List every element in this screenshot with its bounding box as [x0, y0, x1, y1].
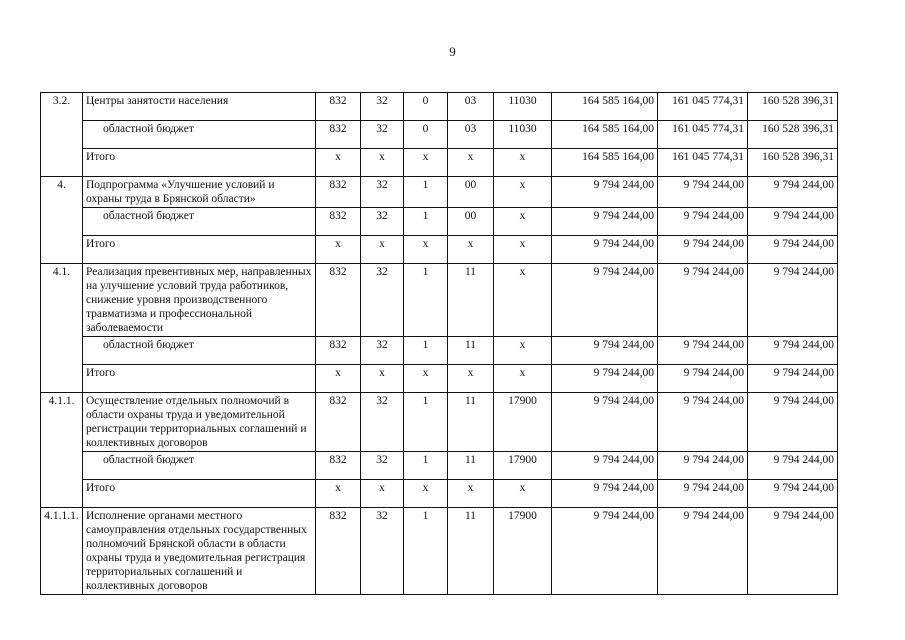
- code-nr: 17900: [494, 508, 552, 595]
- code-pgp: 1: [404, 452, 448, 480]
- amount-year-1: 164 585 164,00: [552, 93, 658, 121]
- row-description: Итого: [83, 149, 316, 177]
- row-index: 4.1.1.: [41, 393, 83, 452]
- code-pgp: 0: [404, 121, 448, 149]
- code-nr: x: [494, 365, 552, 393]
- amount-year-3: 9 794 244,00: [748, 236, 838, 264]
- amount-year-1: 9 794 244,00: [552, 264, 658, 337]
- amount-year-1: 164 585 164,00: [552, 121, 658, 149]
- row-index: 4.1.: [41, 264, 83, 337]
- code-pgp: 1: [404, 264, 448, 337]
- amount-year-3: 160 528 396,31: [748, 121, 838, 149]
- code-gr: 832: [316, 121, 361, 149]
- code-om: 11: [448, 337, 494, 365]
- row-index: [41, 452, 83, 480]
- table-row: [41, 480, 838, 508]
- row-index: 4.: [41, 177, 83, 208]
- code-gr: x: [316, 236, 361, 264]
- code-nr: x: [494, 480, 552, 508]
- amount-year-1: 9 794 244,00: [552, 508, 658, 595]
- code-om: 11: [448, 508, 494, 595]
- amount-year-1: 9 794 244,00: [552, 208, 658, 236]
- table-body: [41, 93, 838, 595]
- table-row: [41, 337, 838, 365]
- code-gp: x: [361, 365, 404, 393]
- code-pgp: x: [404, 365, 448, 393]
- code-gp: x: [361, 149, 404, 177]
- amount-year-3: 9 794 244,00: [748, 264, 838, 337]
- table-row: [41, 149, 838, 177]
- code-gr: 832: [316, 508, 361, 595]
- code-om: 11: [448, 264, 494, 337]
- amount-year-2: 9 794 244,00: [658, 480, 748, 508]
- amount-year-2: 161 045 774,31: [658, 93, 748, 121]
- amount-year-3: 9 794 244,00: [748, 208, 838, 236]
- amount-year-3: 160 528 396,31: [748, 149, 838, 177]
- table-row: [41, 393, 838, 452]
- code-om: 11: [448, 452, 494, 480]
- code-pgp: 0: [404, 93, 448, 121]
- code-gp: 32: [361, 93, 404, 121]
- code-gr: x: [316, 480, 361, 508]
- row-description: Исполнение органами местного самоуправления отдельных государственных полномочий Брянской области в области охраны труда и уведомительная регистрация территориальных соглашений и коллективных договоров: [83, 508, 316, 595]
- row-index: [41, 236, 83, 264]
- table-row: [41, 121, 838, 149]
- table-row: [41, 264, 838, 337]
- code-gp: 32: [361, 337, 404, 365]
- code-pgp: 1: [404, 508, 448, 595]
- amount-year-1: 164 585 164,00: [552, 149, 658, 177]
- code-nr: x: [494, 177, 552, 208]
- table-row: [41, 93, 838, 121]
- code-gr: 832: [316, 337, 361, 365]
- code-om: 11: [448, 393, 494, 452]
- row-description: областной бюджет: [83, 452, 316, 480]
- code-gp: 32: [361, 208, 404, 236]
- row-description: областной бюджет: [83, 121, 316, 149]
- code-nr: 17900: [494, 452, 552, 480]
- amount-year-2: 9 794 244,00: [658, 365, 748, 393]
- code-nr: 17900: [494, 393, 552, 452]
- table-row: [41, 236, 838, 264]
- row-index: [41, 365, 83, 393]
- code-pgp: 1: [404, 393, 448, 452]
- budget-table: [40, 92, 838, 595]
- table-row: [41, 177, 838, 208]
- code-gp: 32: [361, 177, 404, 208]
- code-pgp: 1: [404, 208, 448, 236]
- amount-year-2: 161 045 774,31: [658, 149, 748, 177]
- row-index: 4.1.1.1.: [41, 508, 83, 595]
- amount-year-3: 9 794 244,00: [748, 452, 838, 480]
- row-index: 3.2.: [41, 93, 83, 121]
- code-pgp: x: [404, 149, 448, 177]
- row-description: Реализация превентивных мер, направленных на улучшение условий труда работников, снижение уровня производственного травматизма и профессиональной заболеваемости: [83, 264, 316, 337]
- row-description: Подпрограмма «Улучшение условий и охраны труда в Брянской области»: [83, 177, 316, 208]
- code-gp: x: [361, 480, 404, 508]
- code-nr: 11030: [494, 121, 552, 149]
- amount-year-1: 9 794 244,00: [552, 480, 658, 508]
- code-nr: x: [494, 149, 552, 177]
- code-gr: 832: [316, 177, 361, 208]
- row-description: Центры занятости населения: [83, 93, 316, 121]
- row-description: Осуществление отдельных полномочий в области охраны труда и уведомительной регистрации территориальных соглашений и коллективных договоров: [83, 393, 316, 452]
- code-om: x: [448, 365, 494, 393]
- code-pgp: 1: [404, 177, 448, 208]
- amount-year-2: 9 794 244,00: [658, 264, 748, 337]
- code-gr: 832: [316, 393, 361, 452]
- code-om: 00: [448, 208, 494, 236]
- code-nr: x: [494, 264, 552, 337]
- code-gr: x: [316, 149, 361, 177]
- amount-year-3: 9 794 244,00: [748, 177, 838, 208]
- code-gp: 32: [361, 452, 404, 480]
- code-gr: 832: [316, 264, 361, 337]
- amount-year-2: 9 794 244,00: [658, 508, 748, 595]
- row-description: Итого: [83, 236, 316, 264]
- amount-year-2: 9 794 244,00: [658, 177, 748, 208]
- amount-year-2: 161 045 774,31: [658, 121, 748, 149]
- code-gp: 32: [361, 393, 404, 452]
- code-pgp: x: [404, 236, 448, 264]
- amount-year-1: 9 794 244,00: [552, 236, 658, 264]
- amount-year-1: 9 794 244,00: [552, 337, 658, 365]
- row-description: Итого: [83, 365, 316, 393]
- page-number: 9: [449, 44, 456, 59]
- amount-year-3: 9 794 244,00: [748, 365, 838, 393]
- row-index: [41, 337, 83, 365]
- row-description: областной бюджет: [83, 208, 316, 236]
- table-row: [41, 508, 838, 595]
- code-gp: 32: [361, 264, 404, 337]
- amount-year-2: 9 794 244,00: [658, 452, 748, 480]
- amount-year-3: 9 794 244,00: [748, 337, 838, 365]
- code-pgp: 1: [404, 337, 448, 365]
- amount-year-1: 9 794 244,00: [552, 452, 658, 480]
- amount-year-2: 9 794 244,00: [658, 393, 748, 452]
- table-row: [41, 452, 838, 480]
- code-gp: 32: [361, 508, 404, 595]
- code-om: 00: [448, 177, 494, 208]
- code-gr: 832: [316, 452, 361, 480]
- row-index: [41, 480, 83, 508]
- code-gp: x: [361, 236, 404, 264]
- amount-year-1: 9 794 244,00: [552, 365, 658, 393]
- amount-year-2: 9 794 244,00: [658, 236, 748, 264]
- amount-year-3: 160 528 396,31: [748, 93, 838, 121]
- amount-year-2: 9 794 244,00: [658, 337, 748, 365]
- code-gr: 832: [316, 208, 361, 236]
- code-nr: x: [494, 337, 552, 365]
- code-gr: x: [316, 365, 361, 393]
- code-pgp: x: [404, 480, 448, 508]
- table-row: [41, 365, 838, 393]
- row-description: областной бюджет: [83, 337, 316, 365]
- amount-year-3: 9 794 244,00: [748, 508, 838, 595]
- row-index: [41, 149, 83, 177]
- code-gp: 32: [361, 121, 404, 149]
- row-description: Итого: [83, 480, 316, 508]
- code-nr: x: [494, 236, 552, 264]
- amount-year-3: 9 794 244,00: [748, 480, 838, 508]
- code-gr: 832: [316, 93, 361, 121]
- code-om: 03: [448, 93, 494, 121]
- amount-year-3: 9 794 244,00: [748, 393, 838, 452]
- row-index: [41, 121, 83, 149]
- code-om: 03: [448, 121, 494, 149]
- code-om: x: [448, 480, 494, 508]
- code-nr: 11030: [494, 93, 552, 121]
- row-index: [41, 208, 83, 236]
- table-row: [41, 208, 838, 236]
- code-nr: x: [494, 208, 552, 236]
- code-om: x: [448, 149, 494, 177]
- amount-year-1: 9 794 244,00: [552, 393, 658, 452]
- amount-year-1: 9 794 244,00: [552, 177, 658, 208]
- code-om: x: [448, 236, 494, 264]
- amount-year-2: 9 794 244,00: [658, 208, 748, 236]
